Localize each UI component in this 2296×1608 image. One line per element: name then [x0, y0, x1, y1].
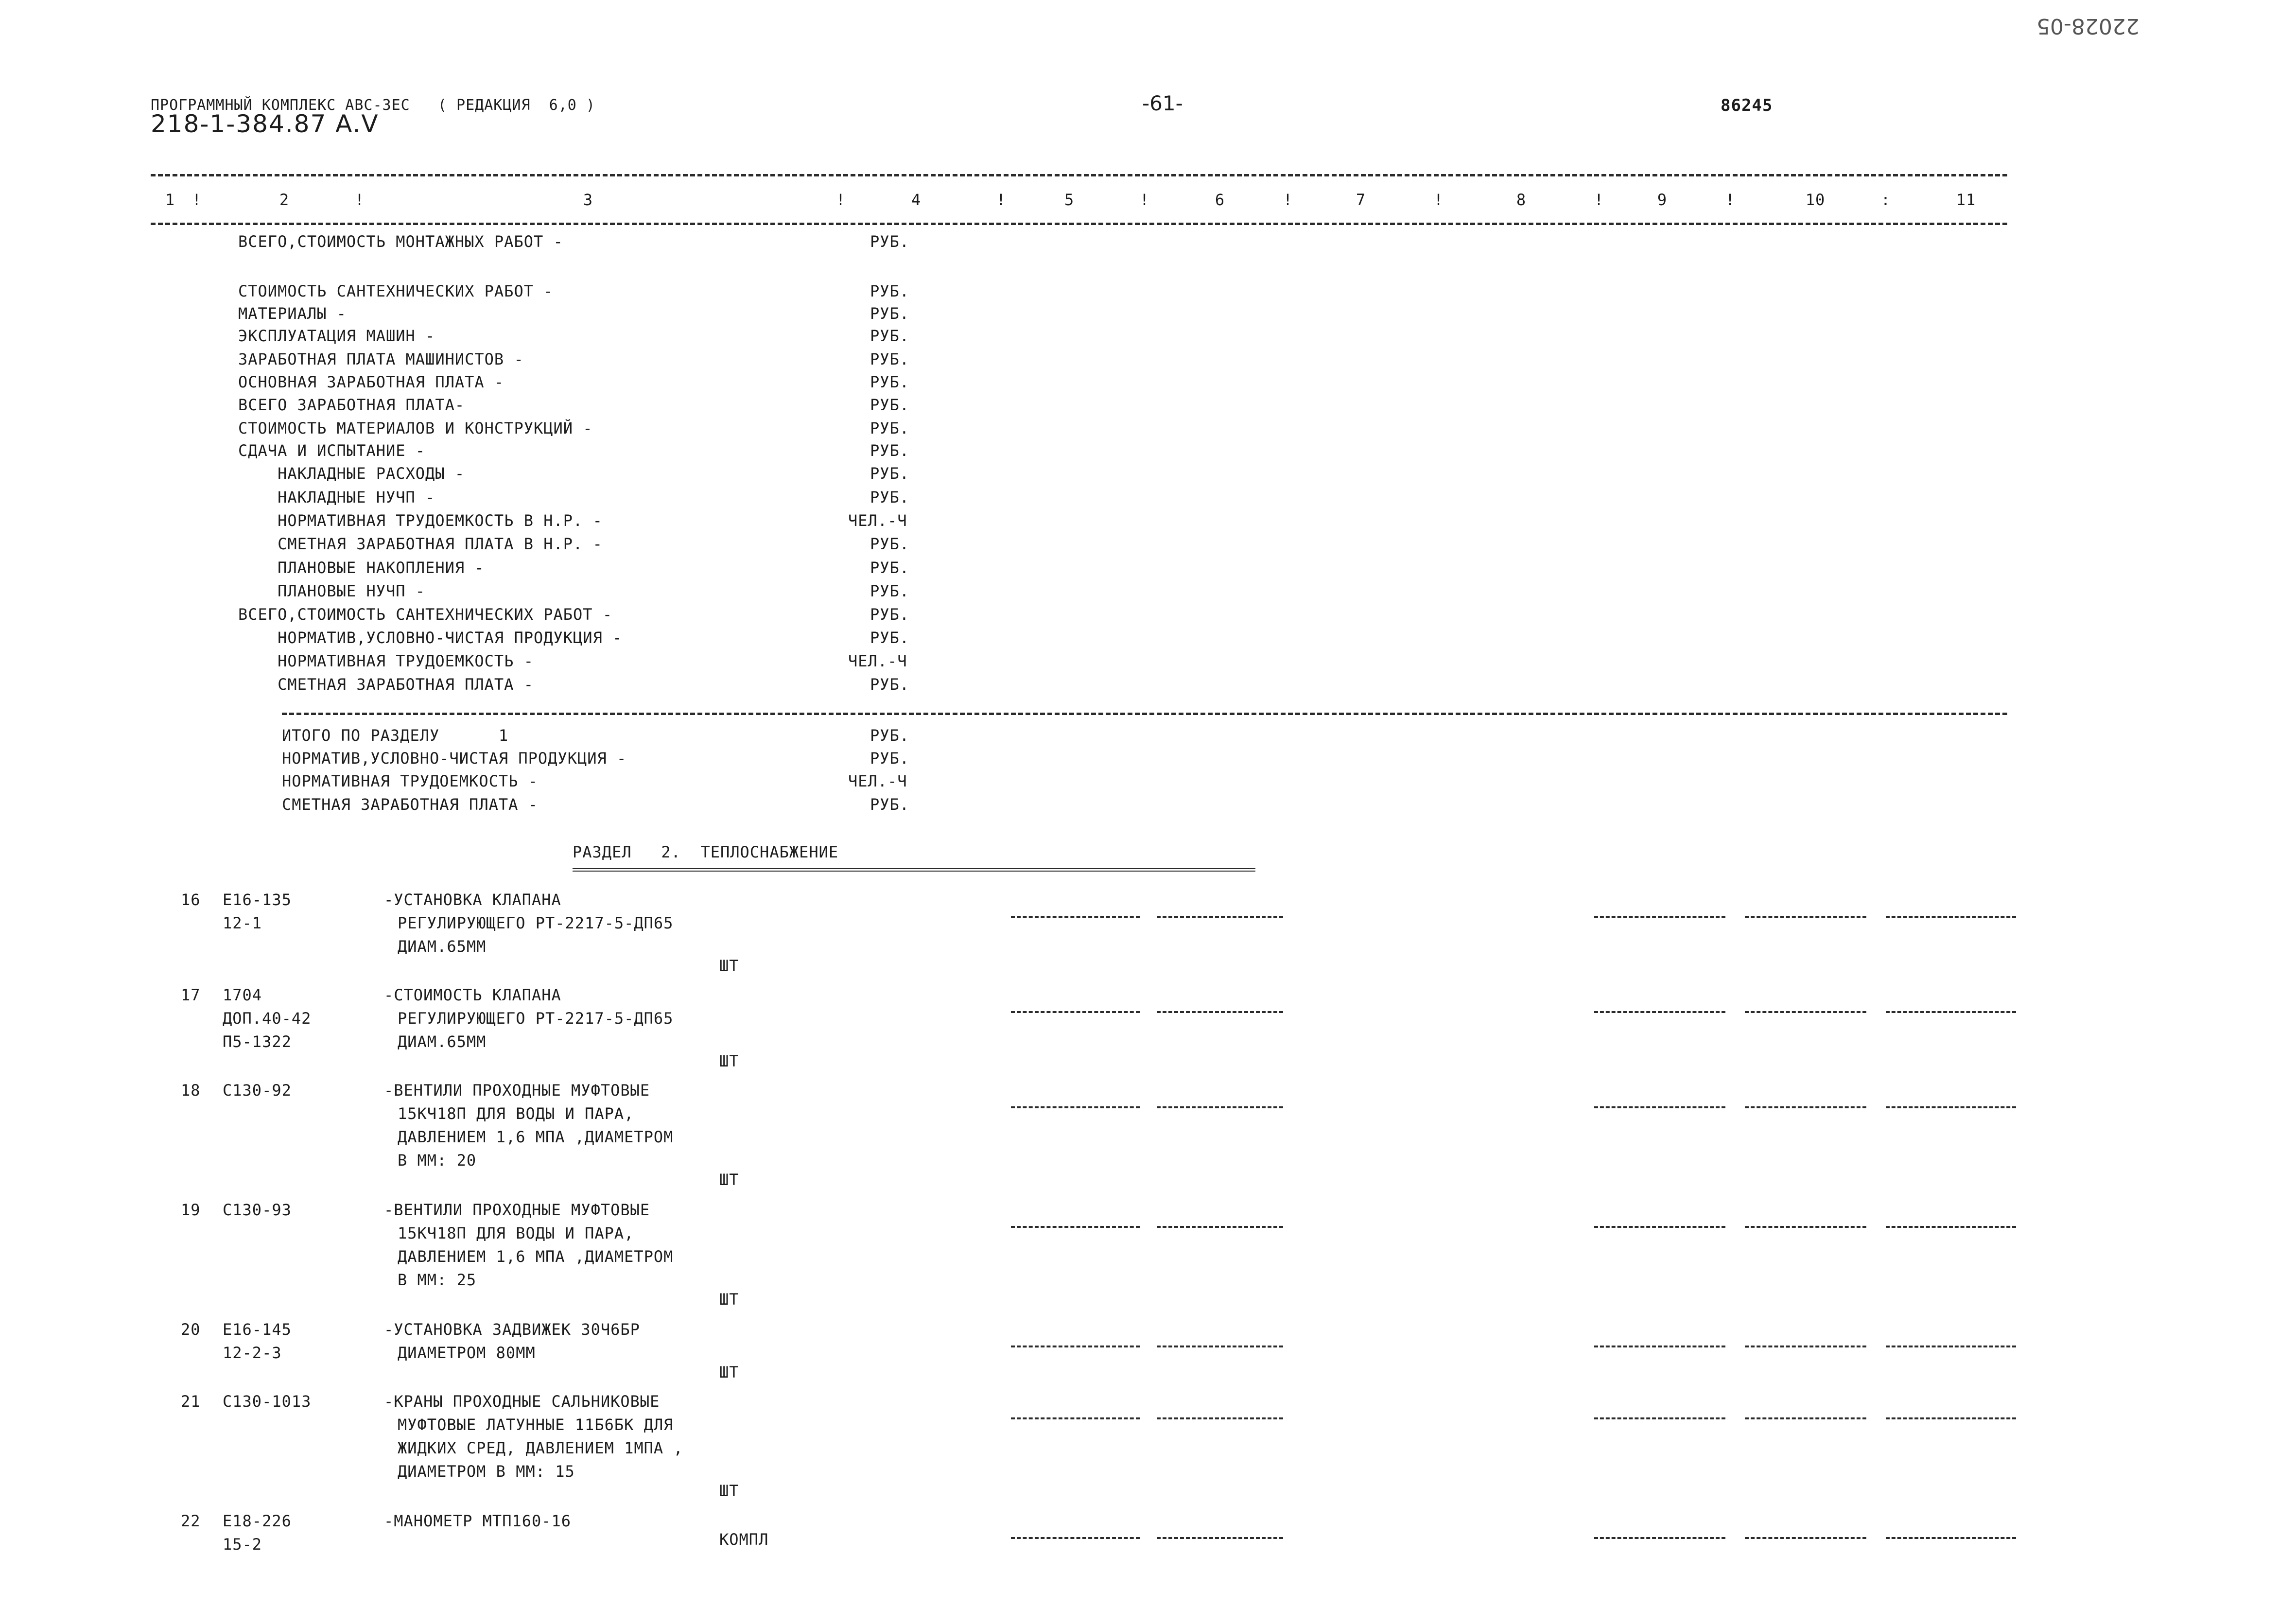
totals-row-unit: РУБ.	[870, 749, 910, 768]
summary-row-label: ВСЕГО,СТОИМОСТЬ САНТЕХНИЧЕСКИХ РАБОТ -	[238, 605, 613, 624]
item-19-code: С130-93	[223, 1201, 292, 1219]
item-19-number: 19	[181, 1201, 201, 1219]
column-separator: !	[1139, 191, 1150, 209]
corner-archive-code: 22028-05	[2036, 14, 2139, 38]
program-header: ПРОГРАММНЫЙ КОМПЛЕКС АВС-3ЕС ( РЕДАКЦИЯ 6,0 )	[151, 97, 595, 114]
item-18-rule-c6	[1157, 1106, 1283, 1108]
item-19-rule-c10	[1745, 1226, 1866, 1228]
summary-row-unit: РУБ.	[870, 605, 910, 624]
item-22-code: Е18-226	[223, 1512, 292, 1530]
item-21-unit: ШТ	[719, 1482, 739, 1500]
item-16-rule-c11	[1886, 916, 2016, 918]
item-18-description: В ММ: 20	[398, 1151, 477, 1170]
item-19-rule-c6	[1157, 1226, 1283, 1228]
column-header-2: 2	[279, 191, 290, 209]
item-22-code: 15-2	[223, 1535, 262, 1554]
summary-row-unit: РУБ.	[870, 373, 910, 391]
summary-row-label: МАТЕРИАЛЫ -	[238, 304, 347, 323]
item-19-rule-c5	[1011, 1226, 1140, 1228]
item-20-rule-c11	[1886, 1346, 2016, 1347]
section-title-underline	[573, 868, 1255, 872]
column-header-10: 10	[1805, 191, 1826, 209]
item-20-rule-c5	[1011, 1346, 1140, 1347]
summary-row-unit: РУБ.	[870, 582, 910, 600]
item-19-description: В ММ: 25	[398, 1271, 477, 1289]
item-17-description: РЕГУЛИРУЮЩЕГО РТ-2217-5-ДП65	[398, 1009, 674, 1028]
item-17-description: -СТОИМОСТЬ КЛАПАНА	[384, 986, 561, 1004]
item-18-unit: ШТ	[719, 1171, 739, 1189]
item-17-rule-c5	[1011, 1011, 1140, 1013]
item-21-rule-c5	[1011, 1417, 1140, 1419]
summary-row-unit: РУБ.	[870, 419, 910, 437]
item-16-description: -УСТАНОВКА КЛАПАНА	[384, 891, 561, 909]
summary-row-label: ВСЕГО ЗАРАБОТНАЯ ПЛАТА-	[238, 396, 465, 414]
column-header-9: 9	[1657, 191, 1668, 209]
item-20-code: Е16-145	[223, 1320, 292, 1339]
totals-row-unit: РУБ.	[870, 795, 910, 814]
summary-row-unit: РУБ.	[870, 282, 910, 300]
item-21-rule-c10	[1745, 1417, 1866, 1419]
summary-row-unit: РУБ.	[870, 488, 910, 507]
column-separator: !	[835, 191, 846, 209]
item-21-description: МУФТОВЫЕ ЛАТУННЫЕ 11Б6БК ДЛЯ	[398, 1416, 674, 1434]
column-separator: !	[191, 191, 202, 209]
column-separator: !	[996, 191, 1007, 209]
column-separator: !	[1433, 191, 1444, 209]
summary-row-unit: РУБ.	[870, 327, 910, 345]
summary-row-unit: РУБ.	[870, 464, 910, 483]
item-17-rule-c11	[1886, 1011, 2016, 1013]
item-20-unit: ШТ	[719, 1363, 739, 1381]
section-title: РАЗДЕЛ 2. ТЕПЛОСНАБЖЕНИЕ	[573, 843, 839, 861]
totals-row-label: ИТОГО ПО РАЗДЕЛУ 1	[282, 726, 509, 745]
summary-row-label: НОРМАТИВНАЯ ТРУДОЕМКОСТЬ -	[238, 652, 534, 670]
item-22-rule-c10	[1745, 1537, 1866, 1539]
item-20-description: ДИАМЕТРОМ 80ММ	[398, 1344, 536, 1362]
item-16-rule-c5	[1011, 916, 1140, 918]
handwritten-doc-code: 218-1-384.87 A.V	[151, 110, 379, 138]
item-22-unit: КОМПЛ	[719, 1530, 769, 1549]
item-17-rule-c10	[1745, 1011, 1866, 1013]
item-20-rule-c10	[1745, 1346, 1866, 1347]
totals-row-label: СМЕТНАЯ ЗАРАБОТНАЯ ПЛАТА -	[282, 795, 538, 814]
summary-row-label: СМЕТНАЯ ЗАРАБОТНАЯ ПЛАТА В Н.Р. -	[238, 535, 603, 553]
summary-row-unit: РУБ.	[870, 304, 910, 323]
item-18-code: С130-92	[223, 1081, 292, 1100]
item-18-number: 18	[181, 1081, 201, 1100]
summary-row-label: ЗАРАБОТНАЯ ПЛАТА МАШИНИСТОВ -	[238, 350, 524, 368]
item-19-description: ДАВЛЕНИЕМ 1,6 МПА ,ДИАМЕТРОМ	[398, 1247, 674, 1266]
column-header-rule	[151, 223, 2007, 225]
summary-row-unit: РУБ.	[870, 350, 910, 368]
item-16-unit: ШТ	[719, 957, 739, 975]
summary-row-unit: РУБ.	[870, 675, 910, 694]
totals-row-label: НОРМАТИВНАЯ ТРУДОЕМКОСТЬ -	[282, 772, 538, 790]
item-16-description: ДИАМ.65ММ	[398, 937, 487, 956]
summary-row-unit: ЧЕЛ.-Ч	[848, 511, 907, 530]
summary-row-label: СДАЧА И ИСПЫТАНИЕ -	[238, 441, 426, 460]
item-18-description: ДАВЛЕНИЕМ 1,6 МПА ,ДИАМЕТРОМ	[398, 1128, 674, 1146]
summary-row-label: НАКЛАДНЫЕ РАСХОДЫ -	[238, 464, 465, 483]
item-17-code: ДОП.40-42	[223, 1009, 312, 1028]
item-18-rule-c5	[1011, 1106, 1140, 1108]
item-16-code: 12-1	[223, 914, 262, 932]
item-22-number: 22	[181, 1512, 201, 1530]
item-18-rule-c10	[1745, 1106, 1866, 1108]
item-17-unit: ШТ	[719, 1052, 739, 1070]
item-18-description: 15КЧ18П ДЛЯ ВОДЫ И ПАРА,	[398, 1104, 634, 1123]
item-20-rule-c6	[1157, 1346, 1283, 1347]
column-separator: !	[1283, 191, 1293, 209]
item-16-number: 16	[181, 891, 201, 909]
item-19-rule-c11	[1886, 1226, 2016, 1228]
column-separator: !	[1725, 191, 1736, 209]
item-22-rule-c11	[1886, 1537, 2016, 1539]
item-16-description: РЕГУЛИРУЮЩЕГО РТ-2217-5-ДП65	[398, 914, 674, 932]
totals-row-unit: РУБ.	[870, 726, 910, 745]
item-17-number: 17	[181, 986, 201, 1004]
summary-row-unit: РУБ.	[870, 232, 910, 251]
item-21-rule-c11	[1886, 1417, 2016, 1419]
summary-row-label: НАКЛАДНЫЕ НУЧП -	[238, 488, 435, 507]
column-header-7: 7	[1356, 191, 1366, 209]
table-top-rule	[151, 174, 2007, 176]
item-17-code: П5-1322	[223, 1032, 292, 1051]
item-19-description: 15КЧ18П ДЛЯ ВОДЫ И ПАРА,	[398, 1224, 634, 1242]
document-number: 86245	[1721, 96, 1773, 115]
totals-row-unit: ЧЕЛ.-Ч	[848, 772, 907, 790]
summary-row-unit: РУБ.	[870, 629, 910, 647]
summary-row-unit: РУБ.	[870, 396, 910, 414]
totals-row-label: НОРМАТИВ,УСЛОВНО-ЧИСТАЯ ПРОДУКЦИЯ -	[282, 749, 627, 768]
column-separator: :	[1880, 191, 1891, 209]
item-16-rule-c10	[1745, 916, 1866, 918]
summary-row-label: ЭКСПЛУАТАЦИЯ МАШИН -	[238, 327, 435, 345]
column-separator: !	[1594, 191, 1604, 209]
item-18-description: -ВЕНТИЛИ ПРОХОДНЫЕ МУФТОВЫЕ	[384, 1081, 650, 1100]
item-17-rule-c9	[1594, 1011, 1725, 1013]
page-number: -61-	[1142, 91, 1183, 115]
column-header-1: 1	[165, 191, 175, 209]
item-18-rule-c11	[1886, 1106, 2016, 1108]
item-19-unit: ШТ	[719, 1290, 739, 1309]
summary-row-label: СМЕТНАЯ ЗАРАБОТНАЯ ПЛАТА -	[238, 675, 534, 694]
summary-row-unit: РУБ.	[870, 559, 910, 577]
item-21-rule-c9	[1594, 1417, 1725, 1419]
column-header-3: 3	[583, 191, 593, 209]
summary-row-label: ПЛАНОВЫЕ НАКОПЛЕНИЯ -	[238, 559, 485, 577]
item-22-rule-c9	[1594, 1537, 1725, 1539]
item-20-code: 12-2-3	[223, 1344, 282, 1362]
item-20-description: -УСТАНОВКА ЗАДВИЖЕК 30Ч6БР	[384, 1320, 640, 1339]
summary-row-unit: РУБ.	[870, 535, 910, 553]
item-21-description: ДИАМЕТРОМ В ММ: 15	[398, 1462, 575, 1481]
column-header-8: 8	[1516, 191, 1527, 209]
item-21-code: С130-1013	[223, 1392, 312, 1411]
item-20-number: 20	[181, 1320, 201, 1339]
item-17-description: ДИАМ.65ММ	[398, 1032, 487, 1051]
column-header-6: 6	[1215, 191, 1225, 209]
item-18-rule-c9	[1594, 1106, 1725, 1108]
item-17-rule-c6	[1157, 1011, 1283, 1013]
summary-row-unit: ЧЕЛ.-Ч	[848, 652, 907, 670]
item-17-code: 1704	[223, 986, 262, 1004]
item-16-rule-c9	[1594, 916, 1725, 918]
summary-row-label: ПЛАНОВЫЕ НУЧП -	[238, 582, 426, 600]
item-21-description: ЖИДКИХ СРЕД, ДАВЛЕНИЕМ 1МПА ,	[398, 1439, 683, 1457]
item-16-code: Е16-135	[223, 891, 292, 909]
column-separator: !	[354, 191, 365, 209]
item-22-description: -МАНОМЕТР МТП160-16	[384, 1512, 572, 1530]
item-21-rule-c6	[1157, 1417, 1283, 1419]
item-20-rule-c9	[1594, 1346, 1725, 1347]
summary-row-label: ВСЕГО,СТОИМОСТЬ МОНТАЖНЫХ РАБОТ -	[238, 232, 563, 251]
column-header-11: 11	[1956, 191, 1976, 209]
summary-row-label: НОРМАТИВНАЯ ТРУДОЕМКОСТЬ В Н.Р. -	[238, 511, 603, 530]
item-19-rule-c9	[1594, 1226, 1725, 1228]
summary-row-label: СТОИМОСТЬ МАТЕРИАЛОВ И КОНСТРУКЦИЙ -	[238, 419, 593, 437]
item-21-number: 21	[181, 1392, 201, 1411]
summary-row-label: ОСНОВНАЯ ЗАРАБОТНАЯ ПЛАТА -	[238, 373, 504, 391]
item-22-rule-c6	[1157, 1537, 1283, 1539]
summary-row-unit: РУБ.	[870, 441, 910, 460]
summary-row-label: СТОИМОСТЬ САНТЕХНИЧЕСКИХ РАБОТ -	[238, 282, 554, 300]
item-22-rule-c5	[1011, 1537, 1140, 1539]
item-16-rule-c6	[1157, 916, 1283, 918]
column-header-5: 5	[1064, 191, 1075, 209]
item-21-description: -КРАНЫ ПРОХОДНЫЕ САЛЬНИКОВЫЕ	[384, 1392, 660, 1411]
column-header-4: 4	[911, 191, 922, 209]
totals-rule	[282, 713, 2007, 715]
summary-row-label: НОРМАТИВ,УСЛОВНО-ЧИСТАЯ ПРОДУКЦИЯ -	[238, 629, 623, 647]
item-19-description: -ВЕНТИЛИ ПРОХОДНЫЕ МУФТОВЫЕ	[384, 1201, 650, 1219]
